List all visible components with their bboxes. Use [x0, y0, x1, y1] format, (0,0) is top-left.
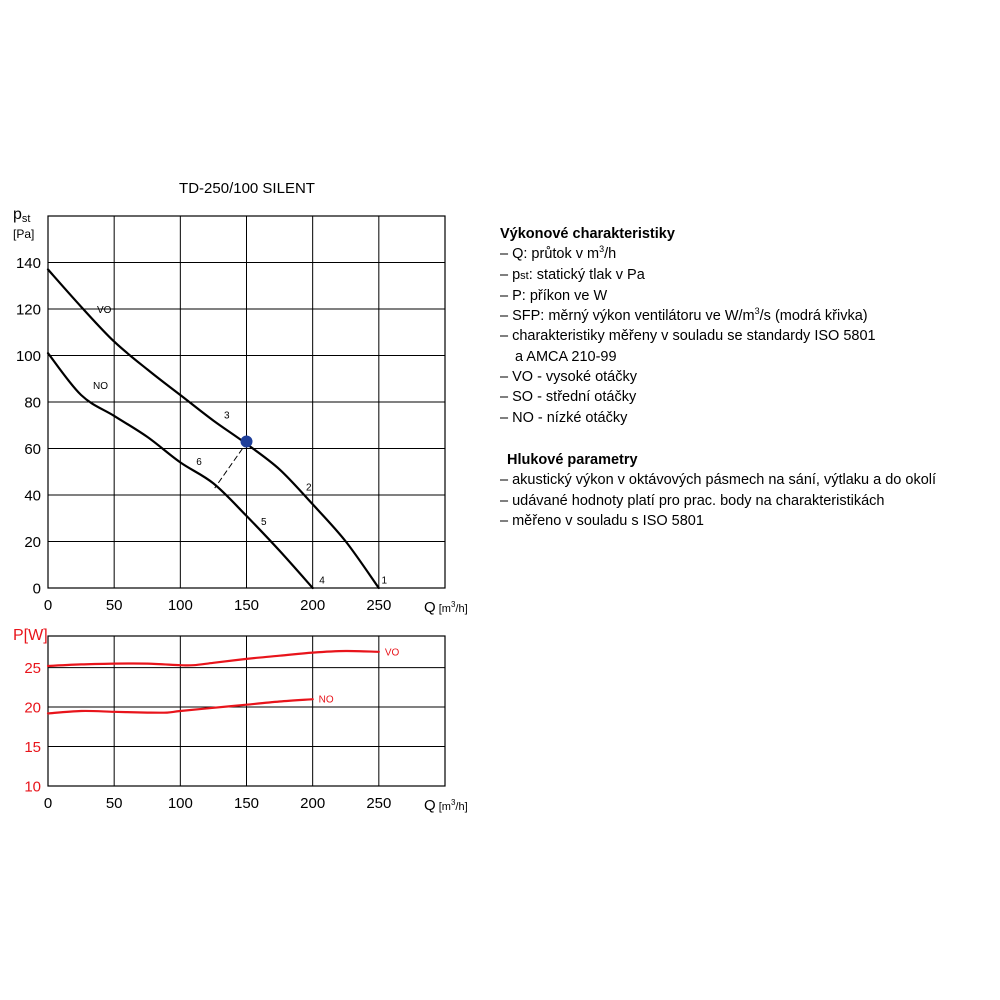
x-tick-label: 0 [43, 795, 53, 812]
series-label-no: NO [318, 694, 334, 706]
legend-item-pst [500, 265, 995, 286]
legend-item-amca: a AMCA 210-99 [515, 348, 617, 365]
x-tick-label: 150 [233, 795, 260, 812]
series-label-no: NO [93, 381, 108, 392]
legend-pst-sub: st [520, 269, 529, 282]
legend-q-unit: /h [604, 246, 617, 263]
legend-item-so: – SO - střední otáčky [500, 389, 637, 406]
y-axis-label: P[W] [13, 627, 48, 644]
legend-q-sup: 3 [599, 244, 605, 255]
legend-item-no: – NO - nízké otáčky [500, 409, 628, 426]
point-label-4: 4 [319, 575, 325, 587]
legend-pst-symbol: p [512, 266, 521, 283]
point-label-5: 5 [261, 517, 267, 529]
y-tick-label: 40 [24, 487, 41, 505]
y-tick-label: 10 [24, 778, 41, 796]
point-label-2: 2 [306, 482, 312, 494]
pressure-chart [13, 180, 468, 616]
y-axis-subscript: st [21, 213, 31, 225]
legend-sfp-sup: 3 [754, 306, 760, 317]
series-label-vo: VO [384, 647, 400, 659]
legend-item-p: – P: příkon ve W [500, 287, 608, 304]
y-tick-label: 0 [32, 580, 41, 598]
legend-heading-noise: Hlukové parametry [507, 451, 638, 468]
chart-title: TD-250/100 SILENT [179, 180, 315, 197]
series-label-vo: VO [97, 305, 112, 316]
x-tick-label: 250 [366, 597, 392, 614]
y-axis-symbol: p [13, 206, 22, 223]
x-axis-symbol: Q [424, 599, 436, 616]
x-axis-symbol: Q [424, 797, 436, 814]
legend-item-vo: – VO - vysoké otáčky [500, 369, 637, 386]
x-axis-unit: [m [435, 603, 451, 615]
legend-item-q [500, 244, 995, 264]
x-tick-label: 50 [105, 795, 123, 812]
x-tick-label: 200 [300, 597, 326, 614]
x-axis-unit-sup: 3 [450, 798, 456, 807]
x-tick-label: 200 [300, 795, 326, 812]
legend-item-sfp [500, 306, 995, 326]
legend-item-noise-1: – akustický výkon v oktávových pásmech na sání, výtlaku a do okolí [500, 472, 937, 489]
y-axis-label [13, 206, 30, 225]
y-axis-unit: [Pa] [13, 227, 35, 241]
y-tick-label: 20 [24, 699, 41, 717]
legend-item-noise-3: – měřeno v souladu s ISO 5801 [500, 512, 704, 529]
x-axis-unit-end: /h] [455, 603, 468, 615]
operating-point [241, 436, 252, 447]
legend-panel [500, 224, 995, 531]
x-axis-unit-end: /h] [455, 801, 468, 813]
x-axis-unit-sup: 3 [450, 600, 456, 609]
point-label-1: 1 [381, 575, 388, 587]
series-line-vo [48, 651, 379, 666]
legend-heading-performance: Výkonové charakteristiky [500, 226, 675, 242]
legend-item-noise-2: – udávané hodnoty platí pro prac. body na charakteristikách [500, 492, 885, 509]
power-chart [13, 627, 468, 814]
legend-q-text: – Q: průtok v m [500, 246, 600, 263]
legend-sfp-unit: /s (modrá křivka) [759, 308, 868, 325]
y-tick-label: 120 [15, 301, 41, 319]
y-tick-label: 80 [24, 394, 41, 412]
point-label-6: 6 [196, 456, 202, 468]
y-tick-label: 25 [24, 660, 41, 678]
legend-pst-dash: – [500, 266, 513, 283]
x-axis-label [424, 599, 468, 616]
point-label-3: 3 [224, 410, 230, 422]
x-tick-label: 50 [105, 597, 123, 614]
x-tick-label: 150 [233, 597, 260, 614]
x-tick-label: 250 [366, 795, 392, 812]
dashed-link-line [215, 449, 243, 489]
legend-item-iso: – charakteristiky měřeny v souladu se standardy ISO 5801 [500, 328, 876, 345]
series-line-vo [48, 270, 379, 589]
x-axis-label [424, 797, 468, 814]
x-tick-label: 100 [167, 597, 193, 614]
y-tick-label: 15 [24, 739, 41, 757]
x-tick-label: 100 [167, 795, 193, 812]
y-tick-label: 20 [24, 534, 41, 551]
legend-sfp-text: – SFP: měrný výkon ventilátoru ve W/m [500, 308, 755, 325]
legend-pst-text: : statický tlak v Pa [528, 266, 645, 283]
y-tick-label: 100 [15, 348, 41, 365]
y-tick-label: 140 [15, 255, 41, 272]
y-tick-label: 60 [24, 441, 41, 458]
x-tick-label: 0 [43, 597, 53, 614]
x-axis-unit: [m [435, 801, 451, 813]
